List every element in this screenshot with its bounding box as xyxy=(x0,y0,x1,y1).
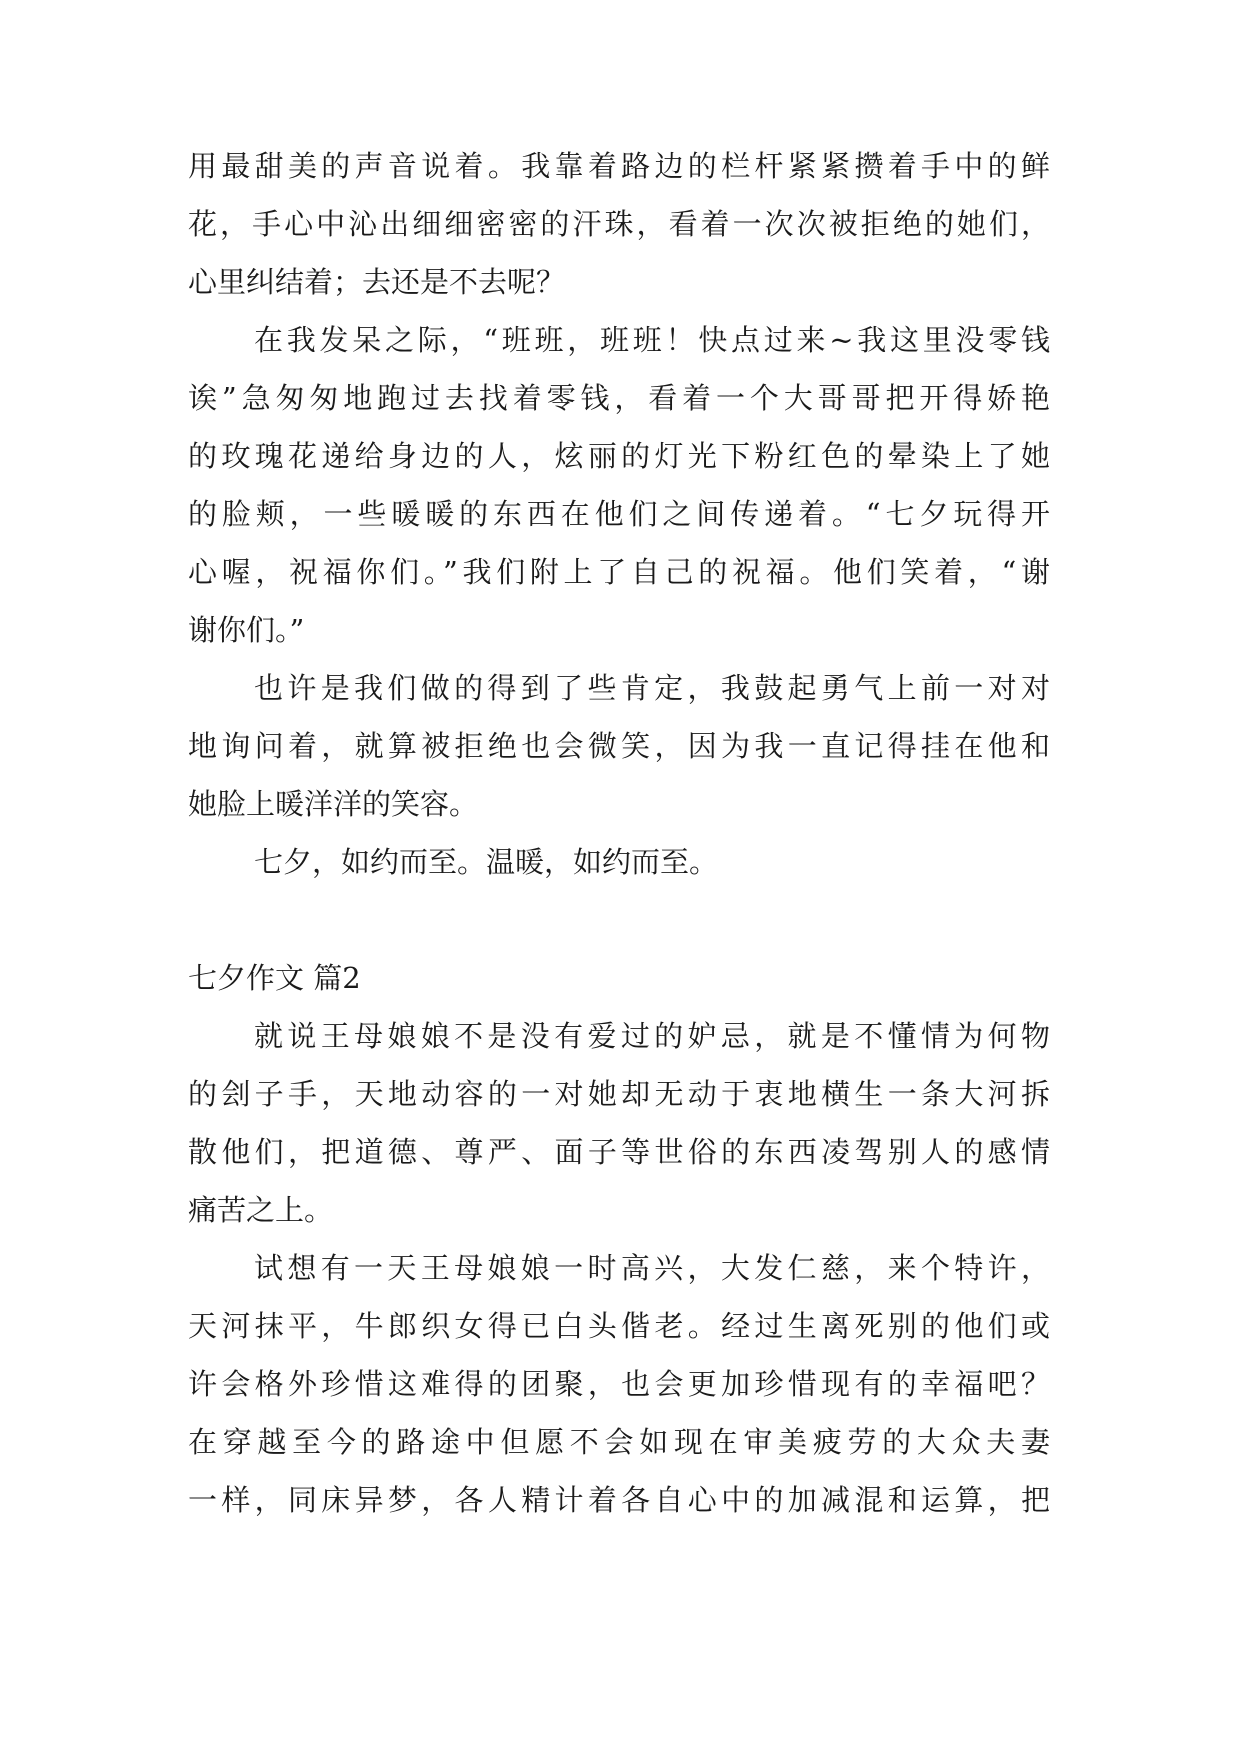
text-line: 也许是我们做的得到了些肯定，我鼓起勇气上前一对对 xyxy=(254,671,1050,705)
text-line: 的玫瑰花递给身边的人，炫丽的灯光下粉红色的晕染上了她 xyxy=(188,439,1050,473)
text-line: 心喔，祝福你们。”我们附上了自己的祝福。他们笑着，“谢 xyxy=(188,555,1050,589)
text-line: 天河抹平，牛郎织女得已白头偕老。经过生离死别的他们或 xyxy=(188,1309,1050,1343)
text-line: 痛苦之上。 xyxy=(188,1193,334,1227)
text-line: 用最甜美的声音说着。我靠着路边的栏杆紧紧攒着手中的鲜 xyxy=(188,149,1050,183)
text-line: 在我发呆之际，“班班，班班！快点过来~我这里没零钱 xyxy=(254,323,1050,357)
text-line: 在穿越至今的路途中但愿不会如现在审美疲劳的大众夫妻 xyxy=(188,1425,1050,1459)
text-line: 花，手心中沁出细细密密的汗珠，看着一次次被拒绝的她们， xyxy=(188,207,1050,241)
text-line: 一样，同床异梦，各人精计着各自心中的加减混和运算，把 xyxy=(188,1483,1050,1517)
text-line: 谢你们。” xyxy=(188,613,305,647)
text-line: 诶”急匆匆地跑过去找着零钱，看着一个大哥哥把开得娇艳 xyxy=(188,381,1050,415)
text-line: 她脸上暖洋洋的笑容。 xyxy=(188,787,479,821)
text-line: 许会格外珍惜这难得的团聚，也会更加珍惜现有的幸福吧？ xyxy=(188,1367,1050,1401)
text-line: 试想有一天王母娘娘一时高兴，大发仁慈，来个特许， xyxy=(254,1251,1050,1285)
text-line: 心里纠结着；去还是不去呢？ xyxy=(188,265,566,299)
text-line: 就说王母娘娘不是没有爱过的妒忌，就是不懂情为何物 xyxy=(254,1019,1050,1053)
text-line: 地询问着，就算被拒绝也会微笑，因为我一直记得挂在他和 xyxy=(188,729,1050,763)
text-line: 七夕，如约而至。温暖，如约而至。 xyxy=(254,845,719,879)
text-line: 散他们，把道德、尊严、面子等世俗的东西凌驾别人的感情 xyxy=(188,1135,1050,1169)
text-line: 的脸颊，一些暖暖的东西在他们之间传递着。“七夕玩得开 xyxy=(188,497,1050,531)
text-line: 的刽子手，天地动容的一对她却无动于衷地横生一条大河拆 xyxy=(188,1077,1050,1111)
section-heading: 七夕作文 篇2 xyxy=(188,961,361,995)
